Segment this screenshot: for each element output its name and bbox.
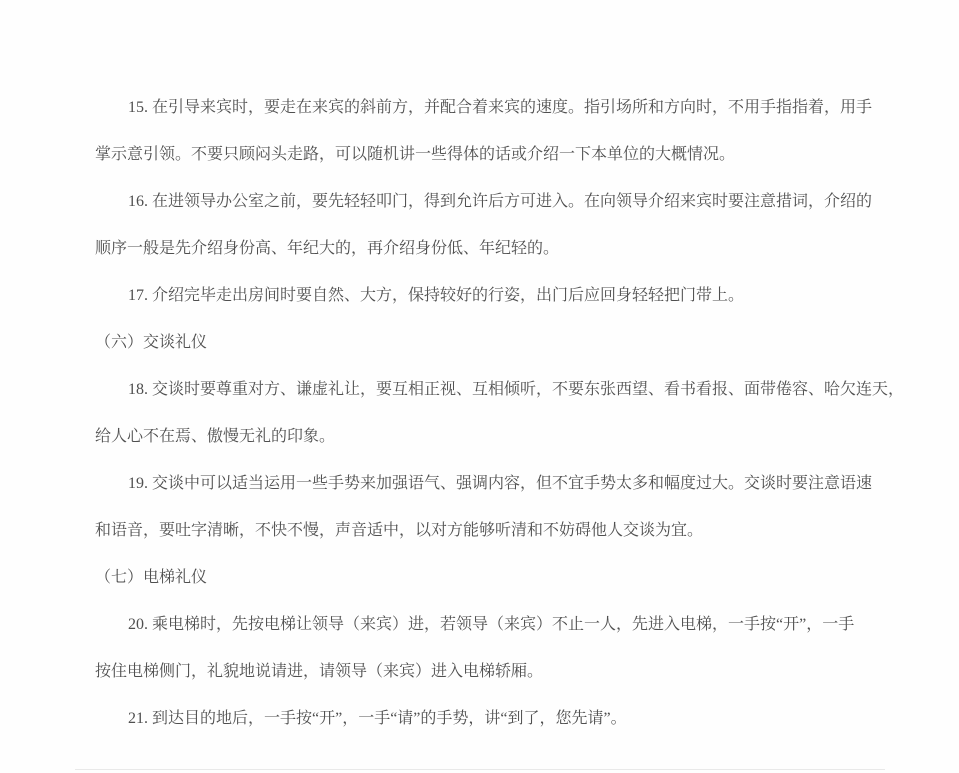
paragraph-line-20a: 20. 乘电梯时，先按电梯让领导（来宾）进，若领导（来宾）不止一人，先进入电梯，一手按“开”，一手: [128, 616, 855, 633]
paragraph-line-16b: 顺序一般是先介绍身份高、年纪大的，再介绍身份低、年纪轻的。: [95, 240, 560, 257]
paragraph-line-19b: 和语音，要吐字清晰，不快不慢，声音适中，以对方能够听清和不妨碍他人交谈为宜。: [95, 522, 704, 539]
paragraph-line-17: 17. 介绍完毕走出房间时要自然、大方，保持较好的行姿，出门后应回身轻轻把门带上。: [128, 287, 745, 304]
paragraph-line-18b: 给人心不在焉、傲慢无礼的印象。: [95, 428, 336, 445]
paragraph-line-18a: 18. 交谈时要尊重对方、谦虚礼让，要互相正视、互相倾听，不要东张西望、看书看报、面带倦容、哈欠连天，: [128, 381, 905, 398]
section-heading-7: （七）电梯礼仪: [95, 569, 208, 586]
document-text: [95, 84, 959, 742]
paragraph-line-21: 21. 到达目的地后，一手按“开”，一手“请”的手势，讲“到了，您先请”。: [128, 710, 627, 727]
paragraph-line-15a: 15. 在引导来宾时，要走在来宾的斜前方，并配合着来宾的速度。指引场所和方向时，不用手指指着，用手: [128, 99, 873, 116]
paragraph-line-19a: 19. 交谈中可以适当运用一些手势来加强语气、强调内容，但不宜手势太多和幅度过大。交谈时要注意语速: [128, 475, 873, 492]
section-heading-6: （六）交谈礼仪: [95, 334, 208, 351]
paragraph-line-16a: 16. 在进领导办公室之前，要先轻轻叩门，得到允许后方可进入。在向领导介绍来宾时要注意措词，介绍的: [128, 193, 873, 210]
page-footer-rule: [75, 769, 885, 770]
paragraph-line-15b: 掌示意引领。不要只顾闷头走路，可以随机讲一些得体的话或介绍一下本单位的大概情况。: [95, 146, 736, 163]
paragraph-line-20b: 按住电梯侧门，礼貌地说请进，请领导（来宾）进入电梯轿厢。: [95, 663, 544, 680]
